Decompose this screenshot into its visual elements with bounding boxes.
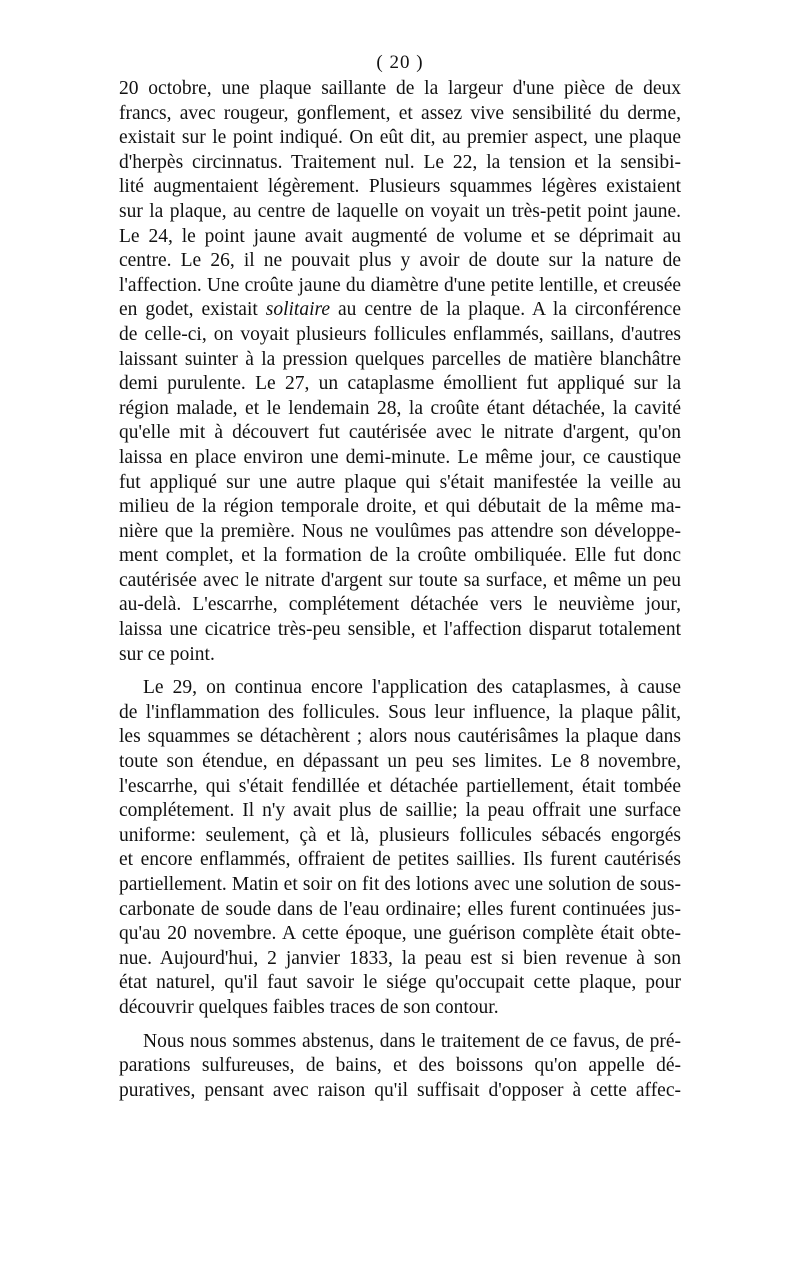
- text-line: 20 octobre, une plaque saillante de la largeur d'une pièce de deux: [119, 78, 681, 99]
- text-line: Nous nous sommes abstenus, dans le traitement de ce favus, de pré-: [143, 1030, 681, 1052]
- text-line: complétement. Il n'y avait plus de saillie; la peau offrait une surface: [119, 800, 681, 822]
- text-line: Le 29, on continua encore l'application des cataplasmes, à cause: [143, 677, 681, 699]
- text-line: l'escarrhe, qui s'était fendillée et détachée partiellement, était tombée: [119, 775, 681, 797]
- text-line: d'herpès circinnatus. Traitement nul. Le 22, la tension et la sensibi-: [119, 151, 681, 173]
- text-line: Le 24, le point jaune avait augmenté de volume et se déprimait au: [119, 225, 681, 247]
- text-line: sur la plaque, au centre de laquelle on voyait un très-petit point jaune.: [119, 200, 681, 222]
- text-line: de l'inflammation des follicules. Sous leur influence, la plaque pâlit,: [119, 701, 681, 723]
- text-line: qu'au 20 novembre. A cette époque, une guérison complète était obte-: [119, 923, 681, 945]
- text-line: les squammes se détachèrent ; alors nous cautérisâmes la plaque dans: [119, 726, 681, 748]
- text-line: au-delà. L'escarrhe, complétement détachée vers le neuvième jour,: [119, 594, 681, 616]
- text-line: fut appliqué sur une autre plaque qui s'était manifestée la veille au: [119, 471, 681, 493]
- text-line: laissant suinter à la pression quelques parcelles de matière blanchâtre: [119, 348, 681, 370]
- text-line: partiellement. Matin et soir on fit des lotions avec une solution de sous-: [119, 874, 681, 895]
- text-line: région malade, et le lendemain 28, la croûte étant détachée, la cavité: [119, 397, 681, 419]
- text-line: de celle-ci, on voyait plusieurs follicules enflammés, saillans, d'autres: [119, 323, 681, 345]
- paragraph-1: [119, 77, 681, 667]
- text-line: l'affection. Une croûte jaune du diamètre d'une petite lentille, et creusée: [119, 274, 681, 296]
- text-line: cautérisée avec le nitrate d'argent sur toute sa surface, et même un peu: [119, 569, 681, 591]
- page-number: ( 20 ): [376, 52, 424, 73]
- text-line: francs, avec rougeur, gonflement, et assez vive sensibilité du derme,: [119, 102, 681, 124]
- text-line: nière que la première. Nous ne voulûmes pas attendre son développe-: [119, 520, 681, 542]
- paragraph-3: [119, 1030, 681, 1104]
- text-line: ment complet, et la formation de la croûte ombiliquée. Elle fut donc: [119, 545, 681, 567]
- text-line: découvrir quelques faibles traces de son contour.: [119, 996, 499, 1018]
- emphasis-text: solitaire: [265, 299, 331, 321]
- text-line: toute son étendue, en dépassant un peu ses limites. Le 8 novembre,: [119, 751, 681, 773]
- text-line: état naturel, qu'il faut savoir le siége qu'occupait cette plaque, pour: [119, 972, 681, 994]
- text-line: milieu de la région temporale droite, et qui débutait de la même ma-: [119, 496, 681, 518]
- text-line: puratives, pensant avec raison qu'il suffisait d'opposer à cette affec-: [119, 1079, 681, 1101]
- text-line: sur ce point.: [119, 643, 215, 665]
- text-line: lité augmentaient légèrement. Plusieurs squammes légères existaient: [119, 176, 681, 198]
- text-line: existait sur le point indiqué. On eût dit, au premier aspect, une plaque: [119, 127, 681, 149]
- text-line: et encore enflammés, offraient de petites saillies. Ils furent cautérisés: [119, 849, 681, 871]
- text-line: uniforme: seulement, çà et là, plusieurs follicules sébacés engorgés: [119, 824, 681, 846]
- text-line: laissa en place environ une demi-minute. Le même jour, ce caustique: [119, 446, 681, 468]
- text-line: laissa une cicatrice très-peu sensible, et l'affection disparut totalement: [119, 619, 681, 641]
- text-line: centre. Le 26, il ne pouvait plus y avoir de doute sur la nature de: [119, 250, 681, 272]
- text-line: carbonate de soude dans de l'eau ordinaire; elles furent continuées jus-: [119, 898, 681, 920]
- text-line: nue. Aujourd'hui, 2 janvier 1833, la peau est si bien revenue à son: [119, 947, 681, 969]
- text-line: parations sulfureuses, de bains, et des boissons qu'on appelle dé-: [119, 1055, 681, 1077]
- text-line: qu'elle mit à découvert fut cautérisée avec le nitrate d'argent, qu'on: [119, 422, 681, 444]
- text-line: en godet, existait solitaire au centre de la plaque. A la circonférence: [119, 299, 681, 321]
- text-line: demi purulente. Le 27, un cataplasme émollient fut appliqué sur la: [119, 373, 681, 395]
- paragraph-2: [119, 676, 681, 1020]
- body-text: [119, 77, 681, 1103]
